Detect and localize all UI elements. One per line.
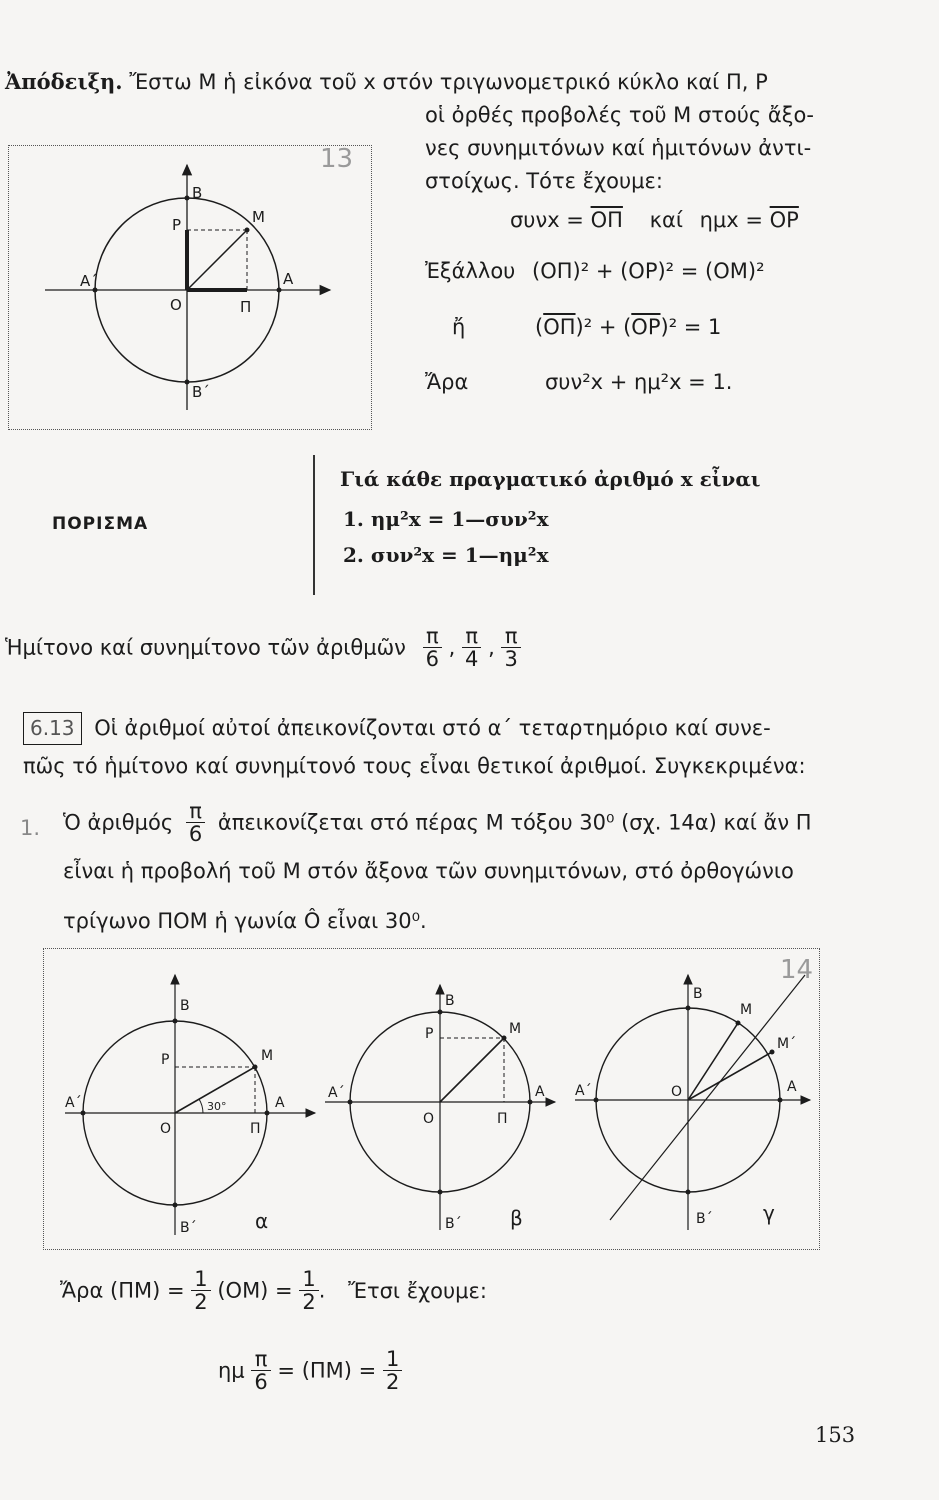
- section-heading-text: Ἡμίτονο καί συνημίτονο τῶν ἀριθμῶν: [5, 635, 406, 660]
- item1-line3-post: εἶναι 30⁰.: [327, 909, 427, 933]
- result-pi6: [251, 1348, 270, 1393]
- corollary-item-2: 2. συν²x = 1—ημ²x: [343, 543, 549, 567]
- pi6-d: 6: [254, 1370, 268, 1395]
- half1-d: 2: [194, 1290, 208, 1315]
- result-eq: = (ΠΜ) =: [277, 1358, 377, 1383]
- fig14c-label-b2: Β΄: [696, 1211, 713, 1227]
- result-eta: ημ: [218, 1358, 245, 1383]
- corollary-title: ΠΟΡΙΣΜΑ: [52, 514, 149, 534]
- frac2-n: π: [462, 625, 481, 648]
- fig14c-label-a: Α: [787, 1079, 797, 1095]
- fig14c-label-m2: Μ΄: [777, 1036, 797, 1052]
- figure-14-number: 14: [780, 955, 814, 985]
- item-1-line-2: εἶναι ἡ προβολή τοῦ Μ στόν ἄξονα τῶν συνημιτόνων, στό ὀρθογώνιο: [63, 859, 794, 883]
- fig14b-label-b: Β: [445, 993, 455, 1009]
- heading-frac-3: [501, 625, 520, 670]
- proof-line-4: στοίχως. Τότε ἔχουμε:: [425, 169, 663, 193]
- fig14a-label-b2: Β΄: [180, 1220, 197, 1236]
- item1-pre: Ὁ ἀριθμός: [63, 810, 174, 835]
- figure-14-diagram: [45, 970, 815, 1245]
- proof-label: Ἀπόδειξη.: [5, 69, 123, 94]
- figure-13-diagram: [40, 160, 340, 425]
- frac3-n: π: [501, 625, 520, 648]
- result-ara: Ἄρα: [60, 1278, 104, 1303]
- point-b: [185, 196, 190, 201]
- item-1-line-1: [63, 800, 863, 845]
- fig14c-label-o: Ο: [671, 1084, 683, 1100]
- equation-2: [425, 255, 765, 288]
- figure-14b: [325, 985, 555, 1232]
- frac2-d: 4: [465, 647, 479, 672]
- fig14b-label-p: Ρ: [425, 1026, 434, 1042]
- fig14b-label-o: Ο: [423, 1111, 435, 1127]
- eq4-label: Ἄρα: [425, 370, 469, 394]
- heading-frac-1: [423, 625, 442, 670]
- item1-frac-d: 6: [188, 822, 203, 847]
- fig14a-label-b: Β: [180, 998, 190, 1014]
- eq2-text: (ΟΠ)² + (ΟΡ)² = (ΟΜ)²: [532, 259, 765, 283]
- frac1-n: π: [423, 625, 442, 648]
- corollary-rule: [313, 455, 315, 595]
- corollary-item-1: 1. ημ²x = 1—συν²x: [343, 507, 549, 531]
- section-number-box: 6.13: [23, 712, 82, 745]
- eq1-mid: καί: [649, 208, 683, 232]
- result-dot: .: [318, 1278, 326, 1303]
- final-n: 1: [383, 1348, 402, 1371]
- result-final: [383, 1348, 402, 1393]
- half2-n: 1: [299, 1268, 318, 1291]
- figure-14a: [65, 975, 315, 1236]
- fig14c-label-a2: Α΄: [575, 1083, 592, 1099]
- label-b2: Β΄: [192, 383, 210, 401]
- label-a2: Α΄: [80, 272, 98, 290]
- eq3-a: (: [535, 315, 544, 339]
- item1-line3-pre: τρίγωνο ΠΟΜ ἡ γωνία: [63, 909, 298, 933]
- fig14c-caption: γ: [763, 1201, 775, 1225]
- frac3-d: 3: [504, 647, 518, 672]
- fig14a-angle: 30°: [207, 1100, 227, 1113]
- eq3-b: )² + (: [575, 315, 632, 339]
- item-1-number: 1.: [20, 816, 41, 840]
- proof-line-2: οἱ ὀρθές προβολές τοῦ Μ στούς ἄξο-: [425, 103, 814, 127]
- item-1-line-3: [63, 905, 427, 938]
- proof-line-3: νες συνημιτόνων καί ἡμιτόνων ἀντι-: [425, 136, 812, 160]
- page-number: 153: [815, 1423, 856, 1447]
- fig14a-label-p: Ρ: [161, 1052, 170, 1068]
- eq3-b-over: $\overline{OP}$: [631, 315, 661, 339]
- final-d: 2: [385, 1370, 400, 1395]
- label-a: Α: [283, 270, 294, 288]
- eq1-right: ημx =: [699, 208, 770, 232]
- result-etsi: Ἔτσι ἔχουμε:: [348, 1278, 487, 1303]
- fig14b-label-m: Μ: [509, 1021, 522, 1037]
- fig14b-label-a2: Α΄: [328, 1085, 345, 1101]
- figure-13-number: 13: [320, 144, 354, 174]
- frac1-d: 6: [425, 647, 439, 672]
- label-o: Ο: [170, 296, 182, 314]
- radius-om: [187, 230, 247, 290]
- result-line-2: [218, 1348, 402, 1393]
- label-p: Ρ: [172, 216, 182, 234]
- equation-4: συν²x + ημ²x = 1.: [545, 370, 733, 394]
- fig14b-label-pi: Π: [497, 1111, 508, 1127]
- fig14a-label-a2: Α΄: [65, 1095, 82, 1111]
- fig14a-label-m: Μ: [261, 1048, 274, 1064]
- result-half-2: [299, 1268, 318, 1313]
- fig14c-label-m: Μ: [740, 1002, 753, 1018]
- point-m: [245, 228, 250, 233]
- result-om: (ΟΜ) =: [217, 1278, 293, 1303]
- result-pm: (ΠΜ) =: [110, 1278, 185, 1303]
- label-pi: Π: [240, 298, 252, 316]
- half1-n: 1: [191, 1268, 210, 1291]
- fig14b-caption: β: [510, 1206, 523, 1230]
- sec613-line1-text: Οἱ ἀριθμοί αὐτοί ἀπεικονίζονται στό α΄ τεταρτημόριο καί συνε-: [94, 716, 771, 740]
- item1-frac-n: π: [186, 800, 205, 823]
- eq2-label: Ἐξάλλου: [425, 259, 516, 283]
- section-613-line-1: [23, 712, 843, 745]
- eq3-label: ἤ: [452, 315, 466, 339]
- eq3-c: )² = 1: [660, 315, 722, 339]
- fig14a-label-pi: Π: [250, 1121, 261, 1137]
- section-613-line-2: πῶς τό ἡμίτονο καί συνημίτονό τους εἶναι θετικοί ἀριθμοί. Συγκεκριμένα:: [23, 754, 806, 778]
- fig14a-label-o: Ο: [160, 1121, 172, 1137]
- fig14a-caption: α: [255, 1209, 269, 1233]
- half2-d: 2: [302, 1290, 316, 1315]
- eq1-left: συνx =: [510, 208, 591, 232]
- label-b: Β: [192, 184, 203, 202]
- eq1-right-over: $\overline{OP}$: [769, 208, 799, 232]
- point-a: [277, 288, 282, 293]
- equation-1: [510, 204, 799, 237]
- proof-line-1-text: Ἔστω Μ ἡ εἰκόνα τοῦ x στόν τριγωνομετρικό κύκλο καί Π, Ρ: [129, 70, 768, 94]
- figure-14c: [575, 975, 810, 1230]
- eq3-a-over: $\overline{O\Pi}$: [543, 315, 576, 339]
- result-half-1: [191, 1268, 210, 1313]
- fig14c-label-b: Β: [693, 986, 703, 1002]
- fig14b-label-b2: Β΄: [445, 1216, 462, 1232]
- point-b2: [185, 380, 190, 385]
- fig14a-label-a: Α: [275, 1095, 285, 1111]
- item1-frac: [186, 800, 205, 845]
- item1-angle: Ô: [303, 909, 321, 933]
- proof-line-1: [5, 66, 835, 99]
- equation-3: [535, 311, 721, 344]
- result-line-1: [60, 1268, 487, 1313]
- pi6-n: π: [251, 1348, 270, 1371]
- heading-frac-2: [462, 625, 481, 670]
- fig14b-label-a: Α: [535, 1084, 545, 1100]
- eq1-left-over: $\overline{O\Pi}$: [590, 208, 623, 232]
- corollary-intro: Γιά κάθε πραγματικό ἀριθμό x εἶναι: [340, 467, 761, 491]
- label-m: Μ: [252, 208, 265, 226]
- section-heading: Ἡμίτονο καί συνημίτονο τῶν ἀριθμῶν $\frac{\pi}{6}$ , $\frac{\pi}{4}$ , $\frac{\pi}{3}$: [5, 625, 521, 670]
- item1-post: ἀπεικονίζεται στό πέρας Μ τόξου 30⁰ (σχ. 14α) καί ἄν Π: [217, 810, 812, 835]
